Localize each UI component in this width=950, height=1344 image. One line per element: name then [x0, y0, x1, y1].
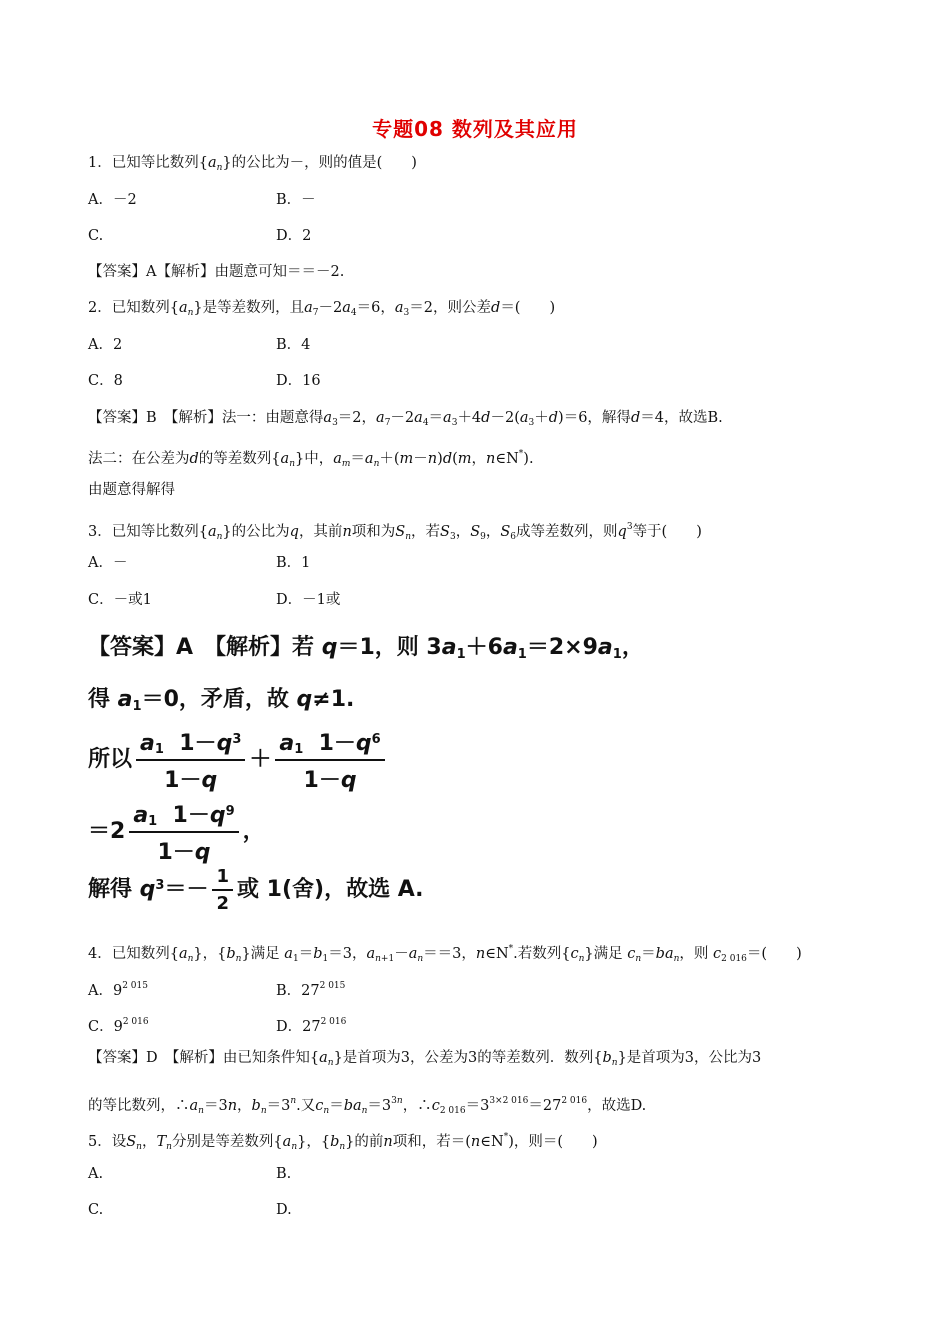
page-title: 专题08 数列及其应用	[372, 117, 578, 141]
question-2-option-b: B．4	[276, 337, 311, 353]
question-4-answer-line-1: 【答案】D 【解析】由已知条件知$\{a_n\}$是首项为3，公差为3的等差数列．数列$\{b_n\}$是首项为3，公比为3	[88, 1050, 762, 1068]
question-3-answer-line-5: 解得 $q^3=-$ $\frac{1}{2}$ 或 1(舍)，故选 A.	[88, 866, 424, 914]
question-5-option-d: D.	[276, 1202, 292, 1218]
question-2-stem: 2．已知数列$\{a_n\}$是等差数列，且$a_7-2a_4=6$，$a_3=2$，则公差d＝( )	[88, 300, 556, 318]
question-4-stem: 4．已知数列$\{a_n\}$，$\{b_n\}$满足 $a_1=b_1=3$，$a_{n+1}-a_n==3$，n∈N*.若数列$\{c_n\}$满足 $c_n=ba_n$，则 $c_{2 016}=$( )	[88, 944, 802, 964]
question-1-answer: 【答案】A【解析】由题意可知＝＝－2.	[88, 264, 345, 280]
question-3-option-b: B．1	[276, 555, 311, 571]
question-3-answer-line-1: 【答案】A 【解析】若 q＝1，则 $3a_1+6a_1=2\times 9a_1$，	[88, 635, 644, 662]
question-5-option-c: C.	[88, 1202, 104, 1218]
question-3-option-c: C．－或1	[88, 592, 152, 608]
question-3-option-a: A．－	[88, 555, 128, 571]
question-1-option-c: C.	[88, 228, 104, 244]
question-5-option-b: B.	[276, 1166, 292, 1182]
question-2-answer-method-2: 法二：在公差为d的等差数列$\{a_n\}$中，$a_m=a_n+(m-n)d(m$，n∈N*).	[88, 449, 534, 469]
question-3-answer-line-3: 所以 $\frac{a_1 1-q^3}{1-q}$ ＋ $\frac{a_1 1-q^6}{1-q}$	[88, 726, 389, 794]
question-4-option-b: B．$27^{2 015}$	[276, 981, 346, 999]
question-2-option-d: D．16	[276, 373, 321, 389]
question-2-option-c: C．8	[88, 373, 123, 389]
question-3-answer-line-2: 得 $a_1=0$，矛盾，故 q≠1.	[88, 687, 355, 714]
question-2-answer-conclusion: 由题意得解得	[88, 482, 175, 498]
question-5-option-a: A.	[88, 1166, 104, 1182]
question-2-answer-method-1: 【答案】B 【解析】法一：由题意得$a_3=2$，$a_7-2a_4=a_3+4d-2(a_3+d)=6$，解得d＝4，故选B.	[88, 410, 723, 428]
question-3-option-d: D．－1或	[276, 592, 341, 608]
question-3-answer-line-4: ＝2 $\frac{a_1 1-q^9}{1-q}$ ，	[88, 798, 265, 866]
question-2-option-a: A．2	[88, 337, 123, 353]
question-4-answer-line-2: 的等比数列，$\therefore a_n=3n$，$b_n=3^n$.又$c_n=ba_n=3^{3n}$，$\therefore c_{2 016}=3^{3\times 2 016}=27^{2 016}$，故选D.	[88, 1096, 647, 1116]
question-1-stem: 1．已知等比数列$\{a_n\}$的公比为－，则的值是( )	[88, 155, 417, 173]
question-5-stem: 5．设$S_n$，$T_n$分别是等差数列$\{a_n\}$，$\{b_n\}$的前n项和，若＝(n∈N*)，则＝( )	[88, 1132, 598, 1152]
question-1-option-a: A．－2	[88, 192, 137, 208]
question-4-option-a: A．$9^{2 015}$	[88, 981, 148, 999]
question-4-option-d: D．$27^{2 016}$	[276, 1017, 347, 1035]
question-4-option-c: C．$9^{2 016}$	[88, 1017, 149, 1035]
question-1-option-d: D．2	[276, 228, 312, 244]
question-3-stem: 3．已知等比数列$\{a_n\}$的公比为q，其前n项和为$S_n$，若$S_3$，$S_9$，$S_6$成等差数列，则$q^3$等于( )	[88, 522, 702, 542]
question-1-option-b: B．－	[276, 192, 316, 208]
